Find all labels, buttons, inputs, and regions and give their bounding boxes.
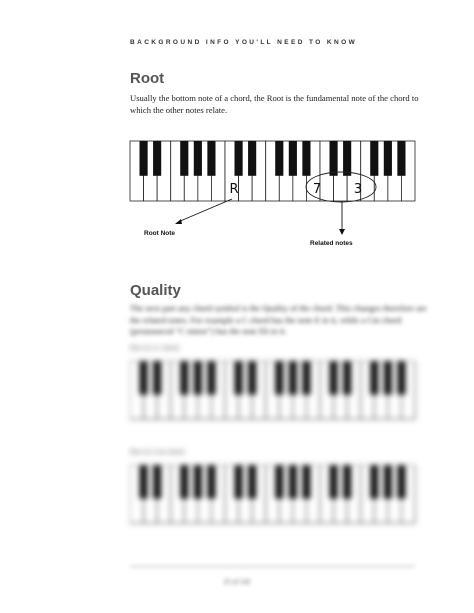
black-key	[235, 141, 243, 176]
black-key	[194, 465, 202, 499]
key-label-seventh: 7	[312, 182, 322, 197]
black-key	[140, 465, 148, 499]
black-key	[330, 361, 338, 395]
black-key	[397, 361, 405, 395]
black-key	[235, 465, 243, 499]
black-key	[384, 361, 392, 395]
black-key	[207, 141, 215, 176]
black-key	[140, 141, 148, 176]
black-key	[384, 141, 392, 176]
black-key	[275, 361, 283, 395]
black-key	[289, 361, 297, 395]
page-header: BACKGROUND INFO YOU'LL NEED TO KNOW	[130, 39, 358, 46]
black-key	[180, 141, 188, 176]
black-key	[207, 465, 215, 499]
black-key	[302, 361, 310, 395]
black-key	[153, 465, 161, 499]
black-key	[343, 141, 351, 176]
black-key	[180, 361, 188, 395]
quality-description: The next part any chord symbol is the Quality of the chord. This changes therefore are the related notes. For example a C chord has the note E in it, while a Cm chord (pronounced "C minor") has the note Eb in it.	[130, 303, 427, 336]
black-key	[194, 361, 202, 395]
section-title-quality: Quality	[130, 282, 181, 299]
black-key	[370, 141, 378, 176]
piano-keyboard	[130, 361, 415, 419]
black-key	[194, 141, 202, 176]
section-title-root: Root	[130, 70, 165, 87]
root-description: Usually the bottom note of a chord, the Root is the fundamental note of the chord to which the other notes relate.	[130, 93, 419, 115]
footer-divider	[130, 566, 415, 567]
black-key	[248, 141, 256, 176]
black-key	[343, 465, 351, 499]
black-key	[330, 465, 338, 499]
key-label-root: R	[229, 182, 239, 197]
black-key	[289, 141, 297, 176]
black-key	[289, 465, 297, 499]
black-key	[370, 465, 378, 499]
root-arrow-head	[175, 219, 182, 224]
black-key	[275, 141, 283, 176]
piano-keyboard	[130, 465, 415, 523]
black-key	[343, 361, 351, 395]
black-key	[302, 465, 310, 499]
black-key	[140, 361, 148, 395]
piano-keyboard	[130, 141, 415, 201]
black-key	[384, 465, 392, 499]
key-label-third: 3	[353, 182, 363, 197]
page-number: 25 of 142	[223, 578, 251, 586]
related-arrow-head	[339, 229, 345, 235]
c-chord-keyboard	[130, 361, 430, 423]
root-note-label: Root Note	[144, 230, 176, 237]
black-key	[153, 361, 161, 395]
black-key	[397, 465, 405, 499]
black-key	[248, 361, 256, 395]
related-notes-label: Related notes	[310, 240, 353, 247]
caption-c-chord: Part of a C chord:	[130, 344, 180, 352]
black-key	[180, 465, 188, 499]
black-key	[207, 361, 215, 395]
black-key	[330, 141, 338, 176]
black-key	[248, 465, 256, 499]
root-arrow-line	[178, 199, 232, 222]
black-key	[397, 141, 405, 176]
black-key	[370, 361, 378, 395]
black-key	[275, 465, 283, 499]
black-key	[153, 141, 161, 176]
black-key	[235, 361, 243, 395]
caption-cm-chord: Part of a Cm chord:	[130, 448, 186, 456]
black-key	[302, 141, 310, 176]
cm-chord-keyboard	[130, 465, 430, 527]
